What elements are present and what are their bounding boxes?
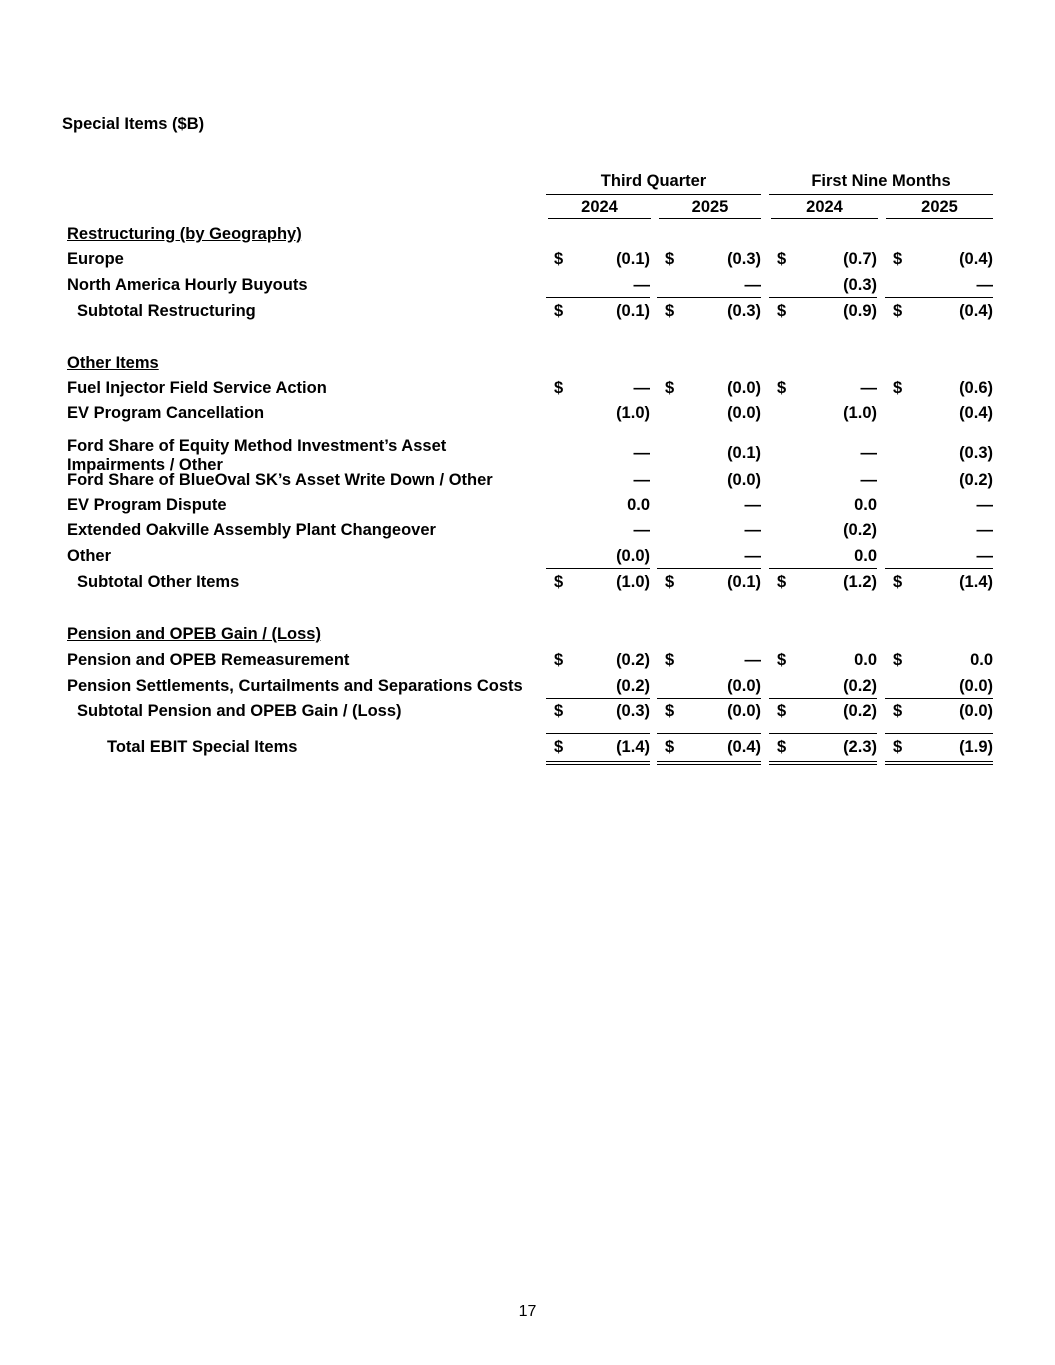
value: (1.4) (959, 573, 993, 591)
value: (0.0) (727, 379, 761, 397)
row-label: Extended Oakville Assembly Plant Changeover (67, 521, 436, 539)
column-year-9m-2025: 2025 (886, 198, 993, 219)
dollar-sign: $ (777, 702, 787, 720)
dollar-sign: $ (777, 379, 787, 397)
value: 0.0 (854, 651, 877, 669)
dollar-sign: $ (554, 573, 564, 591)
page-title: Special Items ($B) (62, 115, 205, 133)
value-cell (885, 701, 993, 721)
value: (0.3) (843, 276, 877, 294)
value-cell (657, 737, 761, 757)
row-subtotal-restructuring (0, 301, 1055, 321)
value-cell (657, 249, 761, 269)
value-cell (885, 676, 993, 696)
value: (0.1) (616, 302, 650, 320)
row-label: Other (67, 547, 112, 565)
value-cell (885, 378, 993, 398)
value-cell (657, 443, 761, 463)
value-cell (769, 470, 877, 490)
row-label: North America Hourly Buyouts (67, 276, 308, 294)
value-cell (885, 275, 993, 295)
value-cell (657, 572, 761, 592)
dollar-sign: $ (665, 651, 675, 669)
value: (0.3) (727, 302, 761, 320)
value: (0.0) (727, 471, 761, 489)
row-label: Subtotal Restructuring (77, 302, 256, 320)
row-blueoval-sk-asset-write-down (0, 470, 1055, 490)
value: — (633, 379, 650, 397)
value: (0.0) (727, 404, 761, 422)
row-label: Pension and OPEB Remeasurement (67, 651, 350, 669)
dollar-sign: $ (554, 379, 564, 397)
value-cell (546, 275, 650, 295)
dollar-sign: $ (777, 651, 787, 669)
dollar-sign: $ (665, 250, 675, 268)
value-cell (885, 470, 993, 490)
row-label-line: Impairments / Other (67, 456, 223, 474)
row-label: Fuel Injector Field Service Action (67, 379, 327, 397)
value-cell (769, 301, 877, 321)
row-label: Total EBIT Special Items (107, 738, 298, 756)
value: — (633, 471, 650, 489)
value: (0.2) (843, 677, 877, 695)
column-group-first-nine-months: First Nine Months (769, 172, 993, 195)
value-cell (885, 443, 993, 463)
value-cell (657, 275, 761, 295)
row-pension-settlements-curtailments (0, 676, 1055, 696)
dollar-sign: $ (665, 379, 675, 397)
value-cell (657, 301, 761, 321)
value: 0.0 (970, 651, 993, 669)
value-cell (546, 650, 650, 670)
value: (0.4) (727, 738, 761, 756)
value: (0.9) (843, 302, 877, 320)
dollar-sign: $ (554, 651, 564, 669)
value: — (976, 521, 993, 539)
row-subtotal-pension-opeb (0, 701, 1055, 721)
row-ev-program-dispute (0, 495, 1055, 515)
dollar-sign: $ (777, 738, 787, 756)
row-label: Pension Settlements, Curtailments and Separations Costs (67, 677, 523, 695)
value-cell (885, 650, 993, 670)
value: (0.1) (727, 573, 761, 591)
value-cell (769, 520, 877, 540)
row-label: Pension and OPEB Gain / (Loss) (67, 625, 321, 643)
value-cell (769, 275, 877, 295)
value: — (976, 547, 993, 565)
value: — (976, 496, 993, 514)
value-cell (769, 249, 877, 269)
row-label-line: Ford Share of Equity Method Investment’s Asset (67, 437, 447, 455)
value: (0.4) (959, 250, 993, 268)
value: — (744, 521, 761, 539)
value-cell (657, 650, 761, 670)
value-cell (657, 403, 761, 423)
value: 0.0 (627, 496, 650, 514)
row-equity-method-investment-impairments (0, 437, 1055, 474)
dollar-sign: $ (893, 250, 903, 268)
dollar-sign: $ (665, 738, 675, 756)
value: (2.3) (843, 738, 877, 756)
value-cell (546, 701, 650, 721)
value: — (744, 547, 761, 565)
value-cell (885, 495, 993, 515)
row-label: Other Items (67, 354, 159, 372)
value: (1.0) (616, 404, 650, 422)
value-cell (885, 249, 993, 269)
dollar-sign: $ (893, 379, 903, 397)
value: — (976, 276, 993, 294)
value: — (860, 379, 877, 397)
dollar-sign: $ (893, 302, 903, 320)
value-cell (546, 470, 650, 490)
value-cell (546, 249, 650, 269)
value-cell (657, 520, 761, 540)
row-label: Europe (67, 250, 124, 268)
dollar-sign: $ (665, 702, 675, 720)
dollar-sign: $ (554, 702, 564, 720)
section-other-items-heading (0, 353, 1055, 373)
value: (0.3) (616, 702, 650, 720)
column-year-q3-2024: 2024 (548, 198, 651, 219)
column-year-q3-2025: 2025 (659, 198, 761, 219)
value: — (744, 651, 761, 669)
value-cell (546, 676, 650, 696)
dollar-sign: $ (665, 302, 675, 320)
row-subtotal-other-items (0, 572, 1055, 592)
value-cell (769, 403, 877, 423)
value: (1.4) (616, 738, 650, 756)
dollar-sign: $ (893, 573, 903, 591)
value: (0.2) (843, 521, 877, 539)
value-cell (546, 572, 650, 592)
value-cell (769, 546, 877, 566)
value: (0.1) (616, 250, 650, 268)
dollar-sign: $ (893, 738, 903, 756)
value: 0.0 (854, 547, 877, 565)
section-pension-opeb-heading (0, 624, 1055, 644)
value: (0.0) (959, 702, 993, 720)
value-cell (546, 378, 650, 398)
value-cell (769, 378, 877, 398)
value-cell (885, 572, 993, 592)
value-cell (885, 301, 993, 321)
value: (0.3) (959, 444, 993, 462)
dollar-sign: $ (777, 302, 787, 320)
value: (0.2) (843, 702, 877, 720)
value-cell (769, 495, 877, 515)
page-number: 17 (518, 1303, 537, 1320)
row-other (0, 546, 1055, 566)
value-cell (546, 403, 650, 423)
value: (0.0) (959, 677, 993, 695)
value: (1.0) (843, 404, 877, 422)
value-cell (546, 737, 650, 757)
value: (0.6) (959, 379, 993, 397)
row-total-ebit-special-items (0, 737, 1055, 757)
value: — (633, 521, 650, 539)
dollar-sign: $ (777, 250, 787, 268)
dollar-sign: $ (554, 302, 564, 320)
value: — (633, 444, 650, 462)
value: 0.0 (854, 496, 877, 514)
dollar-sign: $ (893, 702, 903, 720)
dollar-sign: $ (893, 651, 903, 669)
value-cell (546, 546, 650, 566)
value-cell (657, 470, 761, 490)
value: (0.0) (616, 547, 650, 565)
value-cell (769, 701, 877, 721)
value: (1.9) (959, 738, 993, 756)
value-cell (769, 676, 877, 696)
row-label: Subtotal Other Items (77, 573, 240, 591)
value-cell (546, 301, 650, 321)
section-restructuring-heading (0, 224, 1055, 244)
row-label: EV Program Cancellation (67, 404, 265, 422)
value-cell (885, 737, 993, 757)
value: (0.1) (727, 444, 761, 462)
value: (0.2) (959, 471, 993, 489)
value-cell (546, 495, 650, 515)
value: — (744, 496, 761, 514)
value: (0.2) (616, 651, 650, 669)
row-label: Restructuring (by Geography) (67, 225, 302, 243)
value-cell (657, 378, 761, 398)
value-cell (546, 443, 650, 463)
row-europe (0, 249, 1055, 269)
value-cell (769, 572, 877, 592)
value: — (744, 276, 761, 294)
value-cell (657, 495, 761, 515)
value: (1.0) (616, 573, 650, 591)
row-ev-program-cancellation (0, 403, 1055, 423)
column-year-9m-2024: 2024 (771, 198, 878, 219)
value: — (860, 444, 877, 462)
value: (0.3) (727, 250, 761, 268)
value: (0.4) (959, 302, 993, 320)
value: (1.2) (843, 573, 877, 591)
value: (0.0) (727, 702, 761, 720)
dollar-sign: $ (554, 738, 564, 756)
row-extended-oakville-changeover (0, 520, 1055, 540)
row-north-america-hourly-buyouts (0, 275, 1055, 295)
value-cell (769, 737, 877, 757)
value-cell (657, 676, 761, 696)
row-label: Ford Share of BlueOval SK’s Asset Write Down / Other (67, 471, 493, 489)
row-pension-opeb-remeasurement (0, 650, 1055, 670)
value-cell (885, 520, 993, 540)
value: — (860, 471, 877, 489)
value-cell (546, 520, 650, 540)
dollar-sign: $ (554, 250, 564, 268)
row-fuel-injector-field-service-action (0, 378, 1055, 398)
dollar-sign: $ (665, 573, 675, 591)
value: (0.7) (843, 250, 877, 268)
column-group-third-quarter: Third Quarter (546, 172, 761, 195)
value-cell (769, 650, 877, 670)
value-cell (885, 403, 993, 423)
dollar-sign: $ (777, 573, 787, 591)
row-label: EV Program Dispute (67, 496, 227, 514)
value-cell (657, 701, 761, 721)
value-cell (769, 443, 877, 463)
value: — (633, 276, 650, 294)
value-cell (885, 546, 993, 566)
value: (0.4) (959, 404, 993, 422)
row-label: Subtotal Pension and OPEB Gain / (Loss) (77, 702, 402, 720)
value: (0.2) (616, 677, 650, 695)
value: (0.0) (727, 677, 761, 695)
value-cell (657, 546, 761, 566)
